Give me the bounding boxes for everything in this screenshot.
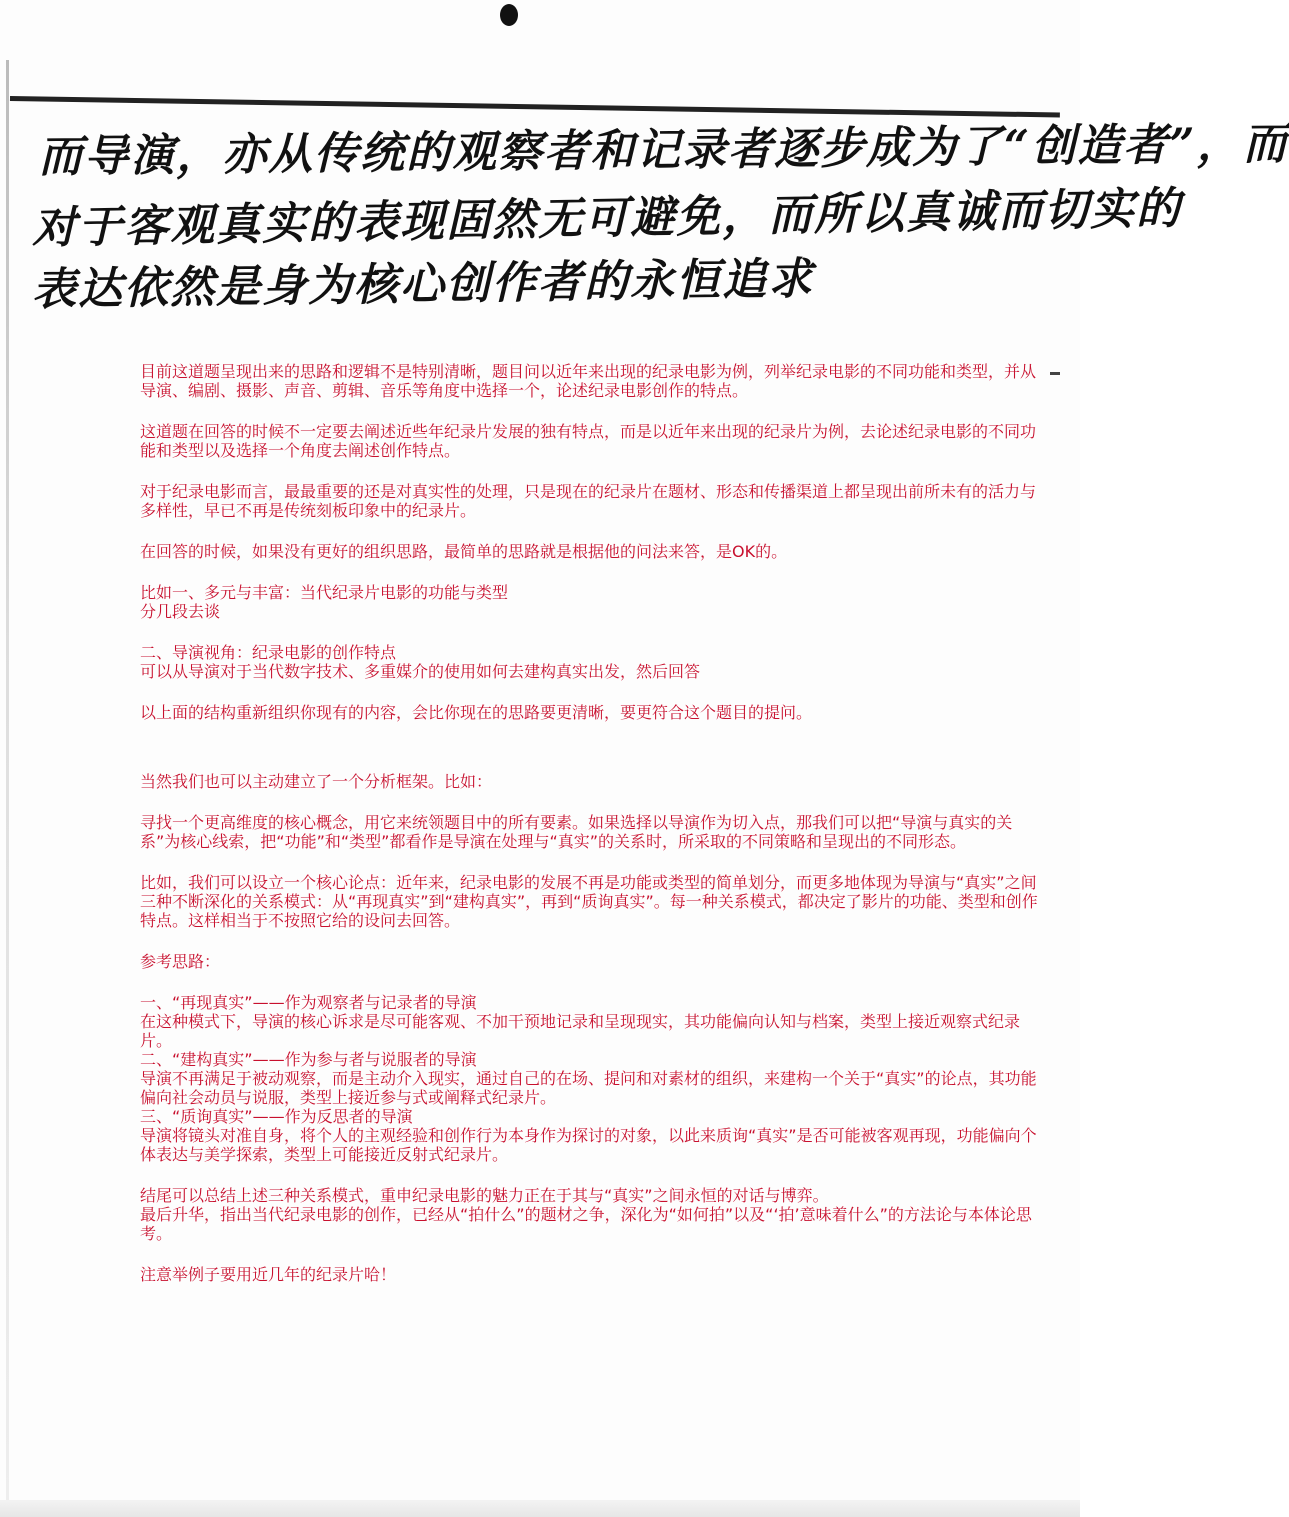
page-bottom-edge [0, 1500, 1080, 1517]
reference-point-3-body: 导演将镜头对准自身，将个人的主观经验和创作行为本身作为探讨的对象，以此来质询“真实”是否可能被客观再现，功能偏向个体表达与美学探索，类型上可能接近反射式纪录片。 [140, 1126, 1037, 1164]
handwritten-line-1: 而导演，亦从传统的观察者和记录者逐步成为了“创造者”，而 [37, 118, 1289, 183]
handwritten-line-2: 对于客观真实的表现固然无可避免，而所以真诚而切实的 [31, 182, 1183, 255]
outline-item-2-note: 可以从导演对于当代数字技术、多重媒介的使用如何去建构真实出发，然后回答 [140, 662, 701, 681]
final-reminder: 注意举例子要用近几年的纪录片哈！ [140, 1265, 397, 1284]
reference-heading: 参考思路： [140, 952, 221, 971]
ink-speck [500, 4, 518, 26]
reference-point-2-body: 导演不再满足于被动观察，而是主动介入现实，通过自己的在场、提问和对素材的组织，来建构一个关于“真实”的论点，其功能偏向社会动员与说服，类型上接近参与式或阐释式纪录片。 [140, 1069, 1037, 1107]
outline-item-1: 比如一、多元与丰富：当代纪录片电影的功能与类型 [140, 583, 509, 602]
comment-paragraph-10: 比如，我们可以设立一个核心论点：近年来，纪录电影的发展不再是功能或类型的简单划分，而更多地体现为导演与“真实”之间三种不断深化的关系模式：从“再现真实”到“建构真实”，再到“质询真实”。每一种关系模式，都决定了影片的功能、类型和创作特点。这样相当于不按照它给的设问去回答。 [140, 873, 1038, 930]
conclusion-line-2: 最后升华，指出当代纪录电影的创作，已经从“拍什么”的题材之争，深化为“如何拍”以及“‘拍’意味着什么”的方法论与本体论思考。 [140, 1205, 1032, 1243]
comment-paragraph-4: 在回答的时候，如果没有更好的组织思路，最简单的思路就是根据他的问法来答，是OK的。 [140, 542, 788, 561]
comment-paragraph-2: 这道题在回答的时候不一定要去阐述近些年纪录片发展的独有特点，而是以近年来出现的纪录片为例，去论述纪录电影的不同功能和类型以及选择一个角度去阐述创作特点。 [140, 422, 1037, 460]
comment-paragraph-1: 目前这道题呈现出来的思路和逻辑不是特别清晰，题目问以近年来出现的纪录电影为例，列举纪录电影的不同功能和类型，并从导演、编剧、摄影、声音、剪辑、音乐等角度中选择一个，论述纪录电影创作的特点。 [140, 362, 1037, 400]
comment-paragraph-3: 对于纪录电影而言，最最重要的还是对真实性的处理，只是现在的纪录片在题材、形态和传播渠道上都呈现出前所未有的活力与多样性，早已不再是传统刻板印象中的纪录片。 [140, 482, 1037, 520]
reference-point-2-title: 二、“建构真实”——作为参与者与说服者的导演 [140, 1050, 477, 1069]
handwritten-line-3: 表达依然是身为核心创作者的永恒追求 [31, 253, 815, 316]
page-left-edge [6, 60, 9, 1510]
teacher-comments [140, 362, 1040, 1284]
comment-paragraph-9: 寻找一个更高维度的核心概念，用它来统领题目中的所有要素。如果选择以导演作为切入点，那我们可以把“导演与真实的关系”为核心线索，把“功能”和“类型”都看作是导演在处理与“真实”的关系时，所采取的不同策略和呈现出的不同形态。 [140, 813, 1013, 851]
comment-paragraph-7: 以上面的结构重新组织你现有的内容，会比你现在的思路要更清晰，要更符合这个题目的提问。 [140, 703, 813, 722]
conclusion-line-1: 结尾可以总结上述三种关系模式，重申纪录电影的魅力正在于其与“真实”之间永恒的对话与博弈。 [140, 1186, 829, 1205]
comment-paragraph-8: 当然我们也可以主动建立了一个分析框架。比如： [140, 772, 493, 791]
reference-point-1-title: 一、“再现真实”——作为观察者与记录者的导演 [140, 993, 477, 1012]
scan-mark [1050, 372, 1060, 375]
handwritten-text-block [10, 90, 1289, 330]
reference-point-1-body: 在这种模式下，导演的核心诉求是尽可能客观、不加干预地记录和呈现现实，其功能偏向认知与档案，类型上接近观察式纪录片。 [140, 1012, 1021, 1050]
outline-item-2: 二、导演视角：纪录电影的创作特点 [140, 643, 397, 662]
reference-point-3-title: 三、“质询真实”——作为反思者的导演 [140, 1107, 413, 1126]
outline-item-1-note: 分几段去谈 [140, 602, 221, 621]
